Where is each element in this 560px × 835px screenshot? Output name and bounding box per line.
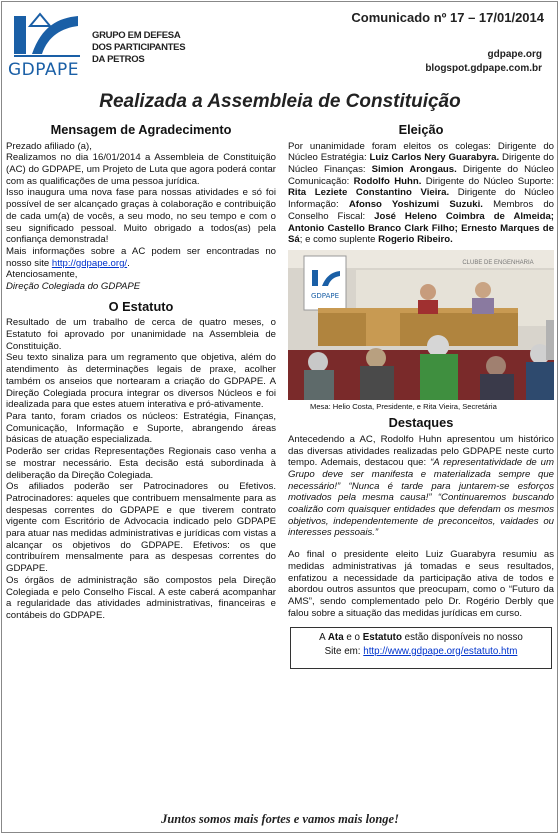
- assembly-photo: [288, 250, 554, 400]
- header: [6, 6, 554, 78]
- paragraph: Realizamos no dia 16/01/2014 a Assembleia de Constituição (AC) do GDPAPE, um Projeto de Luta que agora poderá contar com as qualificações de uma pessoa jurídica.: [6, 152, 276, 187]
- section-title-agradecimento: Mensagem de Agradecimento: [50, 122, 232, 137]
- elected-name: Rodolfo Huhn.: [353, 175, 422, 187]
- org-line: DOS PARTICIPANTES: [92, 41, 186, 53]
- elected-name: Rita Leziete Constantino Vieira.: [288, 187, 450, 199]
- paragraph: Os afiliados poderão ser Patrocinadores ou Efetivos. Patrocinadores: aqueles que contribuem mensalmente para as despesas correntes do GDPAPE e que tiverem contrato vigente com Escritório de Advocacia indicado pelo GDPAPE para atuar nas medidas administrativas e jurídicas com vistas a alcançar os objetivos do GDPAPE. Efetivos: os que contribuírem mensalmente para as despesas correntes do GDPAPE.: [6, 481, 276, 575]
- text: Ata: [327, 632, 344, 644]
- section-title-eleicao: Eleição: [398, 122, 444, 137]
- election-paragraph: [288, 141, 554, 246]
- photo-caption: Mesa: Helio Costa, Presidente, e Rita Vieira, Secretária: [310, 401, 497, 411]
- note-line: [291, 631, 551, 644]
- org-line: GRUPO EM DEFESA: [92, 30, 181, 41]
- text: Estatuto: [362, 632, 402, 644]
- closing: Atenciosamente,: [6, 269, 78, 281]
- logo-mark-icon: [6, 6, 88, 62]
- paragraph: Isso inaugura uma nova fase para nossas atividades e só foi possível de ser alcançado graças à colaboração e contribuição de cada um(a) de vocês, a seu modo, no seu tempo e com o seu significado pessoal. Muito obrigado a todos(as) pela confiança demonstrada!: [6, 187, 276, 246]
- availability-note: [290, 627, 552, 669]
- text: ; e como suplente: [299, 234, 379, 246]
- greeting: Prezado afiliado (a),: [6, 140, 92, 152]
- paragraph: Seu texto sinaliza para um regramento que objetiva, além do atendimento às determinações legais de praxe, acolher também os anseios que nortearam a criação do GDPAPE. A Direção Colegiada procura integrar os diversos Núcleos e foi idealizada para que estes atuem interativa e pró-ativamente.: [6, 352, 276, 411]
- quote: “A representatividade de um Grupo deve ser manifesta e materializada sempre que necessário!” “Nunca é tarde para juntarem-se esforços motivados pela mesma causa!” “Continuaremos buscando coalizão com quaisquer entidades que defendam os mesmos objetivos, independentemente de preconceitos, vaidades ou interesses pessoais.”: [288, 457, 555, 539]
- text: A: [319, 632, 328, 644]
- gdpape-logo: [6, 6, 88, 78]
- paragraph: Para tanto, foram criados os núcleos: Estratégia, Finanças, Comunicação, Informação e Suporte, abrangendo áreas básicas de atuação especializada.: [6, 410, 276, 446]
- estatuto-link[interactable]: http://www.gdpape.org/estatuto.htm: [363, 645, 518, 657]
- photo-banner-text: CLUBE DE ENGENHARIA: [462, 259, 534, 266]
- paragraph: Ao final o presidente eleito Luiz Guarabyra resumiu as medidas administrativas já tomadas e seus resultados, enfatizou a necessidade da participação ativa de todos e abordou outros assuntos que preocupam, como o “Futuro da AMS”, sendo complementado pelo Dr. Rogério Derbly que falou sobre a situação das medidas jurídicas em curso.: [288, 549, 554, 619]
- section-title-destaques: Destaques: [388, 415, 454, 431]
- footer-slogan: Juntos somos mais fortes e vamos mais longe!: [161, 812, 399, 826]
- text: Dirigente do Núcleo Finanças:: [288, 152, 554, 176]
- text: e o: [343, 632, 363, 644]
- site-link[interactable]: http://gdpape.org/: [51, 257, 128, 269]
- site-blogspot: blogspot.gdpape.com.br: [425, 62, 542, 74]
- elected-name: Rogerio Ribeiro.: [378, 234, 453, 246]
- text: Site em:: [324, 645, 364, 657]
- headline: Realizada a Assembleia de Constituição: [99, 91, 461, 112]
- text: Dirigente do Núcleo Comunicação:: [288, 164, 554, 187]
- paragraph: [288, 434, 554, 539]
- text: Membros do Conselho Fiscal:: [288, 199, 555, 222]
- right-column: [288, 120, 554, 669]
- text: Antecedendo a AC, Rodolfo Huhn apresentou um histórico das diversas atividades realizadas pelo GDPAPE neste curto tempo. Ademais, destacou que:: [288, 433, 554, 469]
- issue-number: Comunicado nº 17 – 17/01/2014: [351, 10, 544, 25]
- logo-wordmark: GDPAPE: [8, 60, 80, 80]
- paragraph: Poderão ser cridas Representações Regionais caso venha a se mostrar necessário. Esta decisão está subordinada à deliberação da Direção Colegiada.: [6, 446, 276, 481]
- text: .: [127, 257, 130, 269]
- org-name: [92, 30, 185, 66]
- section-title-estatuto: O Estatuto: [108, 298, 174, 314]
- paragraph: Os órgãos de administração são compostos pela Direção Colegiada e pelo Conselho Fiscal. A este caberá acompanhar a regularidade das atividades administrativas, financeiras e contábeis do GDPAPE.: [6, 574, 276, 621]
- text: Por unanimidade foram eleitos os colegas: Dirigente do Núcleo Estratégia:: [288, 140, 554, 164]
- assembly-photo-illustration: [288, 250, 554, 400]
- paragraph: [6, 246, 276, 269]
- elected-name: Afonso Yoshizumi Suzuki.: [348, 199, 483, 211]
- svg-text:GDPAPE: GDPAPE: [310, 291, 340, 300]
- signature: Direção Colegiada do GDPAPE: [6, 281, 141, 293]
- site-gdpape: gdpape.org: [487, 49, 542, 60]
- note-line: [291, 645, 551, 658]
- elected-name: José Heleno Coimbra de Almeida; Antonio Castello Branco Clark Filho; Ernesto Marques de Sá: [288, 210, 554, 246]
- site-addresses: [425, 48, 542, 75]
- text: estão disponíveis no nosso: [401, 632, 523, 644]
- text: Mais informações sobre a AC podem ser encontradas no nosso site: [6, 245, 276, 269]
- text: Dirigente do Núcleo Suporte:: [421, 175, 554, 187]
- paragraph: Resultado de um trabalho de cerca de quatro meses, o Estatuto foi aprovado por unanimidade na Assembleia de Constituição.: [6, 317, 276, 352]
- text: Dirigente do Núcleo Informação:: [288, 187, 554, 211]
- left-column: [6, 120, 276, 622]
- elected-name: Simion Arongaus.: [371, 164, 457, 176]
- elected-name: Luiz Carlos Nery Guarabyra.: [369, 152, 500, 164]
- org-line: DA PETROS: [92, 53, 145, 65]
